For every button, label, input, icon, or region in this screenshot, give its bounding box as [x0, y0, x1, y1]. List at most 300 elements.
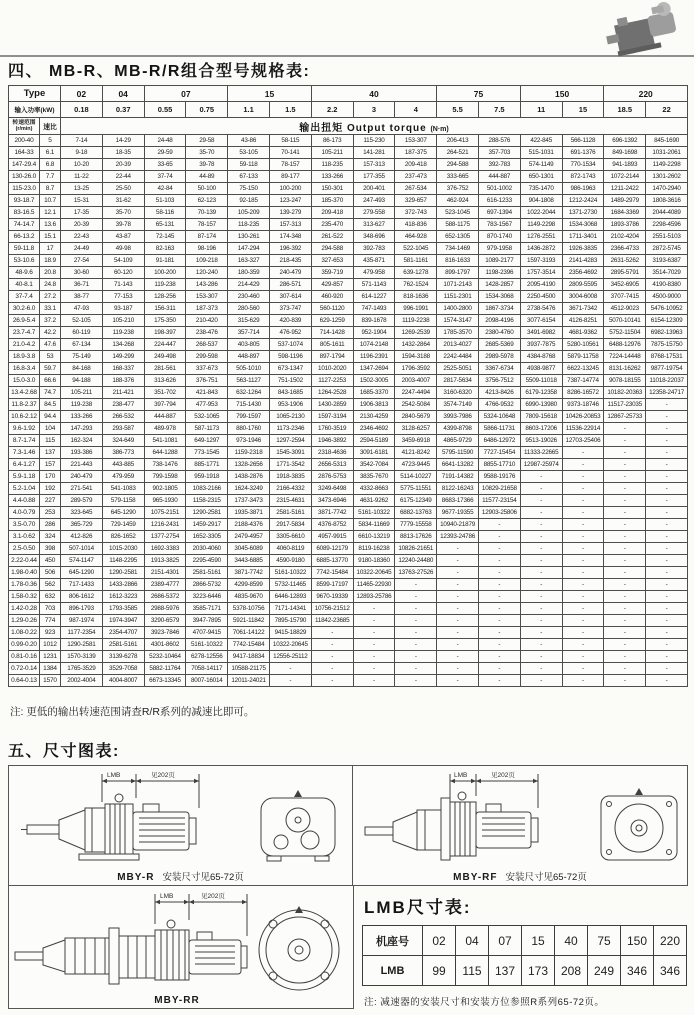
- torque-cell: 3923-7846: [144, 627, 186, 639]
- lmb-value-cell: 137: [489, 956, 522, 986]
- ratio-cell: 37.2: [40, 315, 61, 327]
- torque-cell: 150-301: [311, 183, 353, 195]
- torque-cell: 91-181: [144, 255, 186, 267]
- torque-cell: 464-928: [395, 231, 437, 243]
- torque-cell: 1652-3305: [186, 531, 228, 543]
- speed-range-cell: 130-26.0: [9, 171, 40, 183]
- torque-cell: 6175-12349: [395, 495, 437, 507]
- torque-cell: -: [478, 555, 520, 567]
- torque-cell: 1083-2166: [186, 483, 228, 495]
- torque-cell: 82-163: [144, 243, 186, 255]
- torque-cell: 105-211: [311, 147, 353, 159]
- torque-cell: 206-413: [437, 135, 479, 147]
- ratio-cell: 1012: [40, 639, 61, 651]
- torque-cell: 1685-3370: [353, 387, 395, 399]
- torque-cell: 214-429: [228, 279, 270, 291]
- torque-cell: 10829-21658: [478, 483, 520, 495]
- torque-cell: 6990-13980: [520, 399, 562, 411]
- torque-cell: 372-743: [395, 207, 437, 219]
- torque-cell: 1269-2539: [395, 327, 437, 339]
- speed-range-cell: 0.99-0.20: [9, 639, 40, 651]
- torque-cell: 119-238: [102, 327, 144, 339]
- torque-cell: 118-235: [311, 159, 353, 171]
- ratio-cell: 74.7: [40, 387, 61, 399]
- torque-cell: -: [437, 555, 479, 567]
- ratio-cell: 104: [40, 423, 61, 435]
- torque-cell: 65-131: [144, 219, 186, 231]
- torque-cell: 11536-22914: [562, 423, 604, 435]
- table-row: [9, 591, 688, 603]
- torque-cell: 5879-11758: [562, 351, 604, 363]
- torque-cell: -: [646, 519, 688, 531]
- power-value: 1.1: [228, 102, 270, 118]
- torque-cell: 1597-3193: [520, 255, 562, 267]
- type-value: 40: [311, 86, 436, 102]
- torque-cell: -: [520, 675, 562, 687]
- torque-cell: 2876-5753: [311, 471, 353, 483]
- torque-cell: 237-473: [395, 171, 437, 183]
- torque-cell: 7742-15484: [311, 567, 353, 579]
- torque-cell: 522-1045: [395, 243, 437, 255]
- torque-cell: 959-1918: [186, 471, 228, 483]
- speed-range-cell: 40-8.1: [9, 279, 40, 291]
- torque-cell: 3514-7029: [646, 267, 688, 279]
- torque-cell: 315-629: [228, 315, 270, 327]
- torque-cell: -: [520, 663, 562, 675]
- lmb-note: 注: 减速器的安装尺寸和安装方位参照R系列65-72页。: [364, 997, 605, 1008]
- torque-cell: 8855-17710: [478, 459, 520, 471]
- model-label: MBY-RR: [154, 995, 200, 1006]
- torque-cell: 2013-4027: [437, 339, 479, 351]
- speed-range-cell: 4.4-0.88: [9, 495, 40, 507]
- lmb-label: LMB: [363, 956, 423, 986]
- torque-cell: -: [646, 615, 688, 627]
- torque-cell: 2542-5084: [395, 399, 437, 411]
- speed-range-cell: 7.3-1.46: [9, 447, 40, 459]
- table-row: [9, 219, 688, 231]
- torque-cell: 1264-2528: [311, 387, 353, 399]
- torque-cell: 8007-16014: [186, 675, 228, 687]
- torque-cell: -: [604, 531, 646, 543]
- torque-cell: 1173-2346: [269, 423, 311, 435]
- torque-cell: 696-1392: [604, 135, 646, 147]
- speed-range-cell: 147-29.4: [9, 159, 40, 171]
- table-row: [9, 315, 688, 327]
- panel-mby-rf: [353, 766, 687, 885]
- torque-cell: 2151-4301: [144, 567, 186, 579]
- torque-cell: -: [520, 507, 562, 519]
- torque-cell: 1974-3947: [102, 615, 144, 627]
- type-value: 07: [144, 86, 228, 102]
- torque-cell: 235-470: [311, 219, 353, 231]
- speed-range-cell: 8.7-1.74: [9, 435, 40, 447]
- speed-range-cell: 74-14.7: [9, 219, 40, 231]
- torque-cell: -: [562, 507, 604, 519]
- torque-cell: 27-54: [61, 255, 103, 267]
- ratio-cell: 703: [40, 603, 61, 615]
- torque-cell: 153-307: [186, 291, 228, 303]
- torque-cell: 11577-23154: [478, 495, 520, 507]
- torque-cell: 271-541: [61, 483, 103, 495]
- torque-cell: 1071-2143: [437, 279, 479, 291]
- torque-cell: 1913-3825: [144, 555, 186, 567]
- torque-cell: 751-1502: [269, 375, 311, 387]
- table-row: [9, 531, 688, 543]
- torque-cell: 843-1685: [269, 387, 311, 399]
- torque-cell: 93-187: [102, 303, 144, 315]
- torque-cell: 2551-5103: [646, 231, 688, 243]
- torque-cell: -: [520, 483, 562, 495]
- torque-cell: 1692-3383: [144, 543, 186, 555]
- torque-cell: 2295-4590: [186, 555, 228, 567]
- torque-cell: 89-177: [269, 171, 311, 183]
- torque-cell: 2581-5161: [102, 639, 144, 651]
- speed-range-cell: 1.98-0.40: [9, 567, 40, 579]
- torque-cell: 333-665: [437, 171, 479, 183]
- torque-cell: 54-109: [102, 255, 144, 267]
- torque-cell: 4299-8599: [228, 579, 270, 591]
- torque-cell: 9417-18834: [228, 651, 270, 663]
- torque-cell: 444-887: [478, 171, 520, 183]
- torque-cell: 29-58: [186, 135, 228, 147]
- torque-cell: -: [562, 531, 604, 543]
- torque-cell: 476-952: [269, 327, 311, 339]
- torque-cell: 1290-2581: [102, 567, 144, 579]
- torque-cell: 3491-6982: [520, 327, 562, 339]
- torque-cell: -: [437, 651, 479, 663]
- torque-cell: 2002-4004: [61, 675, 103, 687]
- torque-cell: -: [646, 483, 688, 495]
- torque-cell: 1377-2754: [144, 531, 186, 543]
- torque-cell: -: [562, 591, 604, 603]
- torque-cell: 1624-3249: [228, 483, 270, 495]
- speed-range-cell: 4.0-0.79: [9, 507, 40, 519]
- torque-cell: 1946-3892: [311, 435, 353, 447]
- torque-cell: 10182-20363: [604, 387, 646, 399]
- torque-cell: 2479-4957: [228, 531, 270, 543]
- torque-cell: 880-1760: [228, 423, 270, 435]
- torque-cell: 1276-2551: [520, 231, 562, 243]
- torque-cell: 2389-4777: [144, 579, 186, 591]
- speed-range-cell: 0.72-0.14: [9, 663, 40, 675]
- torque-cell: 973-1946: [228, 435, 270, 447]
- speed-range-cell: 1.29-0.26: [9, 615, 40, 627]
- torque-cell: 7-14: [61, 135, 103, 147]
- table-row: [9, 423, 688, 435]
- torque-cell: 4957-9915: [311, 531, 353, 543]
- torque-cell: 429-857: [311, 279, 353, 291]
- torque-cell: -: [478, 615, 520, 627]
- torque-cell: 348-696: [353, 231, 395, 243]
- torque-cell: 12867-25733: [604, 411, 646, 423]
- torque-cell: 174-348: [269, 231, 311, 243]
- torque-cell: -: [311, 651, 353, 663]
- torque-cell: 130-261: [228, 231, 270, 243]
- power-value: 22: [646, 102, 688, 118]
- torque-cell: 12893-25786: [353, 591, 395, 603]
- speed-range-cell: 6.4-1.27: [9, 459, 40, 471]
- torque-cell: 240-479: [61, 471, 103, 483]
- torque-cell: 119-238: [144, 279, 186, 291]
- torque-cell: 5114-10227: [395, 471, 437, 483]
- dimension-box-top: [8, 765, 688, 886]
- torque-cell: 1459-2917: [186, 519, 228, 531]
- torque-cell: 5232-10464: [144, 651, 186, 663]
- ratio-cell: 15.1: [40, 231, 61, 243]
- speed-range-cell: 66-13.2: [9, 231, 40, 243]
- torque-cell: 952-1904: [353, 327, 395, 339]
- torque-cell: -: [478, 651, 520, 663]
- torque-cell: 238-477: [102, 399, 144, 411]
- torque-cell: 4121-8242: [395, 447, 437, 459]
- torque-cell: 8131-16262: [604, 363, 646, 375]
- torque-cell: 5921-11842: [228, 615, 270, 627]
- torque-cell: 1198-2396: [478, 267, 520, 279]
- torque-cell: -: [646, 495, 688, 507]
- torque-cell: 193-386: [61, 447, 103, 459]
- torque-cell: -: [353, 663, 395, 675]
- torque-cell: -: [478, 579, 520, 591]
- torque-cell: -: [604, 627, 646, 639]
- torque-cell: 7875-15750: [646, 339, 688, 351]
- torque-cell: 1432-2864: [395, 339, 437, 351]
- torque-cell: -: [437, 567, 479, 579]
- torque-cell: 1031-2061: [646, 147, 688, 159]
- torque-cell: 734-1469: [437, 243, 479, 255]
- ratio-cell: 47.6: [40, 339, 61, 351]
- torque-cell: 115-230: [353, 135, 395, 147]
- torque-cell: 1433-2866: [102, 579, 144, 591]
- torque-cell: 62-123: [186, 195, 228, 207]
- torque-cell: 2250-4500: [520, 291, 562, 303]
- torque-cell: 4384-8768: [520, 351, 562, 363]
- torque-cell: 8813-17626: [395, 531, 437, 543]
- torque-cell: 729-1459: [102, 519, 144, 531]
- torque-cell: 60-119: [61, 327, 103, 339]
- torque-cell: -: [395, 675, 437, 687]
- torque-cell: -: [353, 651, 395, 663]
- torque-cell: 118-235: [228, 219, 270, 231]
- torque-cell: 9180-18360: [353, 555, 395, 567]
- torque-cell: 3139-6278: [102, 651, 144, 663]
- torque-cell: 629-1259: [311, 315, 353, 327]
- torque-cell: 1796-3592: [395, 363, 437, 375]
- header-divider: [0, 55, 694, 57]
- torque-cell: 1290-2581: [61, 639, 103, 651]
- torque-cell: 7387-14774: [562, 375, 604, 387]
- ratio-cell: 253: [40, 507, 61, 519]
- torque-cell: -: [520, 591, 562, 603]
- ratio-header: 速比: [40, 118, 61, 135]
- torque-cell: 3443-6885: [228, 555, 270, 567]
- torque-cell: 3045-6089: [228, 543, 270, 555]
- ratio-cell: 6.8: [40, 159, 61, 171]
- torque-cell: 31-62: [102, 195, 144, 207]
- torque-cell: 18-35: [102, 147, 144, 159]
- power-value: 18.5: [604, 102, 646, 118]
- torque-cell: 2917-5834: [269, 519, 311, 531]
- table-row: [9, 435, 688, 447]
- speed-range-cell: 3.5-0.70: [9, 519, 40, 531]
- ratio-cell: 192: [40, 483, 61, 495]
- torque-cell: 4512-9023: [604, 303, 646, 315]
- torque-cell: 376-751: [186, 375, 228, 387]
- torque-cell: 839-1678: [353, 315, 395, 327]
- torque-cell: 25-50: [102, 183, 144, 195]
- torque-cell: 139-279: [269, 207, 311, 219]
- ratio-cell: 53: [40, 351, 61, 363]
- torque-cell: 799-1598: [144, 471, 186, 483]
- torque-cell: 12240-24480: [395, 555, 437, 567]
- torque-cell: 5070-10141: [604, 315, 646, 327]
- torque-cell: 523-1045: [437, 207, 479, 219]
- torque-cell: -: [646, 543, 688, 555]
- torque-cell: 2188-4376: [228, 519, 270, 531]
- torque-cell: 762-1524: [395, 279, 437, 291]
- torque-cell: 185-370: [311, 195, 353, 207]
- torque-cell: 281-561: [144, 363, 186, 375]
- torque-cell: 3249-6498: [311, 483, 353, 495]
- torque-cell: 11842-23685: [311, 615, 353, 627]
- type-value: 04: [102, 86, 144, 102]
- torque-cell: 8683-17366: [437, 495, 479, 507]
- table-row: [9, 507, 688, 519]
- torque-cell: 75-149: [61, 351, 103, 363]
- torque-cell: 5775-11551: [395, 483, 437, 495]
- torque-cell: 6278-12556: [186, 651, 228, 663]
- torque-cell: 8286-16572: [562, 387, 604, 399]
- torque-cell: 71-143: [102, 279, 144, 291]
- torque-cell: 3529-7058: [102, 663, 144, 675]
- torque-cell: -: [269, 663, 311, 675]
- model-label: MBY-R: [117, 872, 155, 883]
- torque-cell: -: [520, 651, 562, 663]
- frame-size-cell: 220: [654, 926, 687, 956]
- torque-cell: 1127-2253: [311, 375, 353, 387]
- torque-cell: -: [646, 591, 688, 603]
- torque-cell: 1290-2581: [186, 507, 228, 519]
- table-row: [9, 675, 688, 687]
- torque-cell: 376-752: [437, 183, 479, 195]
- torque-cell: 58-115: [269, 135, 311, 147]
- table-row: [9, 495, 688, 507]
- torque-cell: -: [646, 435, 688, 447]
- dim-label-page: 见202页: [201, 893, 225, 900]
- torque-cell: 4590-9180: [269, 555, 311, 567]
- torque-cell: 9670-19339: [311, 591, 353, 603]
- torque-cell: 128-256: [144, 291, 186, 303]
- torque-cell: -: [604, 519, 646, 531]
- torque-cell: 598-1196: [269, 351, 311, 363]
- torque-cell: 870-1740: [478, 231, 520, 243]
- torque-cell: 72-145: [144, 231, 186, 243]
- torque-cell: -: [646, 651, 688, 663]
- torque-cell: 2044-4089: [646, 207, 688, 219]
- torque-cell: -: [395, 627, 437, 639]
- ratio-cell: 18.9: [40, 255, 61, 267]
- ratio-cell: 24.8: [40, 279, 61, 291]
- torque-cell: 373-747: [269, 303, 311, 315]
- torque-cell: 1935-3871: [228, 507, 270, 519]
- lmb-value-cell: 346: [621, 956, 654, 986]
- torque-cell: -: [604, 663, 646, 675]
- torque-cell: 288-576: [478, 135, 520, 147]
- ratio-cell: 27.2: [40, 291, 61, 303]
- torque-cell: 6882-13763: [395, 507, 437, 519]
- torque-cell: 6622-13245: [562, 363, 604, 375]
- torque-cell: 965-1930: [144, 495, 186, 507]
- torque-cell: 2166-4332: [269, 483, 311, 495]
- torque-cell: 4060-8119: [269, 543, 311, 555]
- torque-cell: -: [646, 567, 688, 579]
- torque-cell: -: [604, 579, 646, 591]
- torque-cell: 94-188: [61, 375, 103, 387]
- torque-cell: 11517-23035: [604, 399, 646, 411]
- torque-cell: 50-100: [186, 183, 228, 195]
- torque-cell: 299-598: [186, 351, 228, 363]
- torque-cell: -: [353, 675, 395, 687]
- torque-cell: 11465-22930: [353, 579, 395, 591]
- torque-cell: 294-588: [437, 159, 479, 171]
- power-value: 0.55: [144, 102, 186, 118]
- torque-cell: 738-1476: [144, 459, 186, 471]
- speed-range-cell: 0.64-0.13: [9, 675, 40, 687]
- torque-cell: 8119-16238: [353, 543, 395, 555]
- dimension-box-bottom-left: [8, 885, 354, 1009]
- torque-cell: 715-1430: [228, 399, 270, 411]
- torque-cell: 849-1698: [604, 147, 646, 159]
- torque-cell: 1075-2151: [144, 507, 186, 519]
- torque-cell: 422-845: [520, 135, 562, 147]
- table-row: [9, 651, 688, 663]
- torque-cell: 294-588: [311, 243, 353, 255]
- torque-cell: 187-375: [395, 147, 437, 159]
- torque-cell: 8768-17531: [646, 351, 688, 363]
- torque-cell: 268-537: [186, 339, 228, 351]
- torque-cell: 3585-7171: [186, 603, 228, 615]
- torque-cell: -: [646, 675, 688, 687]
- table-row: [9, 243, 688, 255]
- speed-range-cell: 53-10.6: [9, 255, 40, 267]
- power-value: 4: [395, 102, 437, 118]
- torque-cell: 1785-3570: [437, 327, 479, 339]
- torque-cell: 1151-2301: [437, 291, 479, 303]
- table-row: [9, 351, 688, 363]
- torque-cell: 4332-8663: [353, 483, 395, 495]
- torque-cell: 3004-6008: [562, 291, 604, 303]
- torque-cell: -: [520, 579, 562, 591]
- torque-cell: 77-153: [102, 291, 144, 303]
- torque-cell: -: [520, 639, 562, 651]
- torque-cell: 4631-9262: [353, 495, 395, 507]
- torque-cell: 3993-7986: [437, 411, 479, 423]
- torque-cell: 10-20: [61, 159, 103, 171]
- torque-cell: 3835-7670: [353, 471, 395, 483]
- torque-cell: 39-78: [102, 219, 144, 231]
- torque-cell: 412-826: [61, 531, 103, 543]
- torque-cell: 5161-10322: [353, 507, 395, 519]
- torque-cell: 2298-4596: [646, 219, 688, 231]
- torque-cell: 230-460: [228, 291, 270, 303]
- torque-cell: -: [437, 639, 479, 651]
- torque-cell: 5866-11731: [478, 423, 520, 435]
- table-row: [363, 956, 687, 986]
- torque-cell: 35-70: [102, 207, 144, 219]
- type-value: 02: [61, 86, 103, 102]
- spec-table: [8, 85, 689, 687]
- torque-cell: 579-1158: [102, 495, 144, 507]
- torque-cell: 1212-2424: [562, 195, 604, 207]
